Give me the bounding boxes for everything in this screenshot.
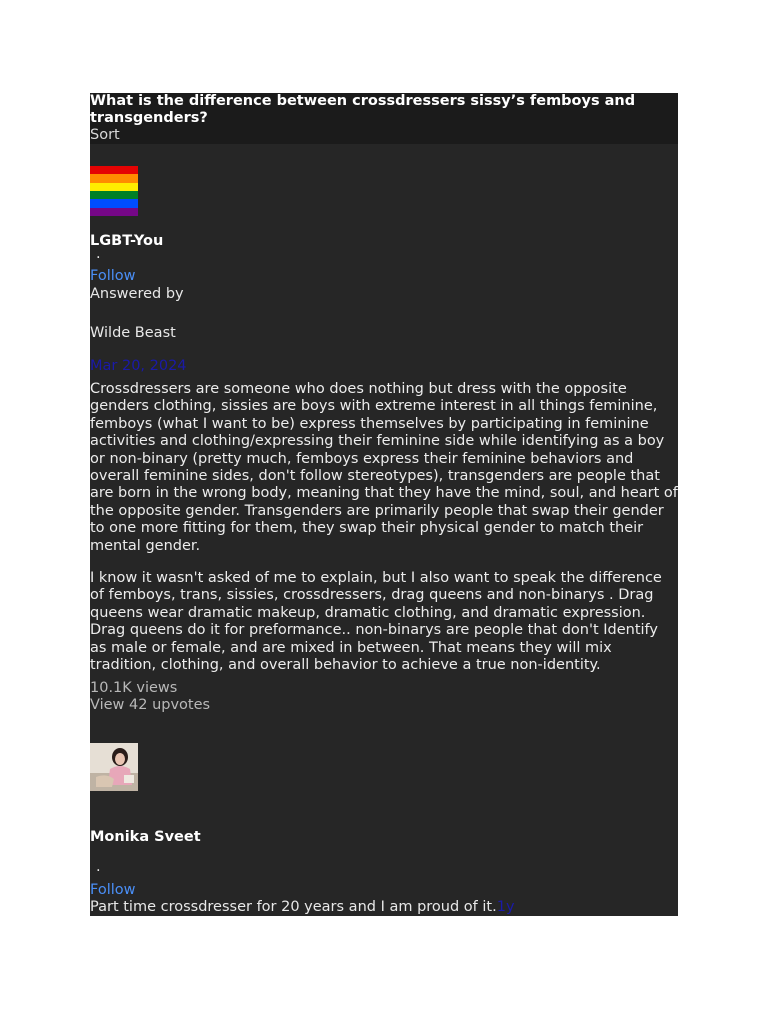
answered-by-label: Answered by — [90, 286, 184, 302]
view-upvotes-link[interactable]: View 42 upvotes — [90, 697, 211, 713]
avatar-photo-icon — [90, 743, 138, 791]
rainbow-flag-icon[interactable] — [90, 166, 138, 216]
follow-author-button[interactable]: Follow — [90, 882, 136, 898]
answer-time-link[interactable]: 1y — [496, 899, 515, 915]
sort-button[interactable]: Sort — [90, 127, 120, 143]
author-avatar[interactable] — [90, 743, 138, 791]
answer-feed — [90, 93, 678, 916]
author-credential — [90, 899, 678, 916]
answer-body — [90, 381, 678, 690]
author-bio: Part time crossdresser for 20 years and I am proud of it. — [90, 899, 497, 915]
follow-space-button[interactable]: Follow — [90, 268, 136, 284]
separator-dot: · — [96, 863, 101, 879]
views-count: 10.1K views — [90, 680, 178, 696]
answer-date-link[interactable]: Mar 20, 2024 — [90, 358, 187, 374]
question-header — [90, 93, 678, 144]
space-name[interactable]: LGBT-You — [90, 233, 164, 249]
answer-author-name[interactable]: Wilde Beast — [90, 325, 176, 341]
answer-paragraph: I know it wasn't asked of me to explain, but I also want to speak the difference of femboys, trans, sissies, crossdressers, drag queens and non-binarys . Drag queens wear dramatic makeup, dramatic clothing, and dramatic expression. Drag queens do it for preformance.. non-binarys are people that don't Identify as male or female, and are mixed in between. That means they will mix tradition, clothing, and overall behavior to achieve a true non-identity. — [90, 570, 662, 674]
answer-paragraph: Crossdressers are someone who does nothing but dress with the opposite genders clothing, sissies are boys with extreme interest in all things feminine, femboys (what I want to be) express themselves by participating in feminine activities and clothing/expressing their feminine side while identifying as a boy or non-binary (pretty much, femboys express their feminine behaviors and overall feminine sides, don't follow stereotypes), transgenders are people that are born in the wrong body, meaning that they have the mind, soul, and heart of the opposite gender. Transgenders are primarily people that swap their gender to one more fitting for them, they swap their physical gender to match their mental gender. — [90, 381, 678, 554]
answer-author-name-2[interactable]: Monika Sveet — [90, 829, 201, 845]
separator-dot: · — [96, 250, 101, 266]
question-title[interactable]: What is the difference between crossdressers sissy’s femboys and transgenders? — [90, 93, 636, 127]
